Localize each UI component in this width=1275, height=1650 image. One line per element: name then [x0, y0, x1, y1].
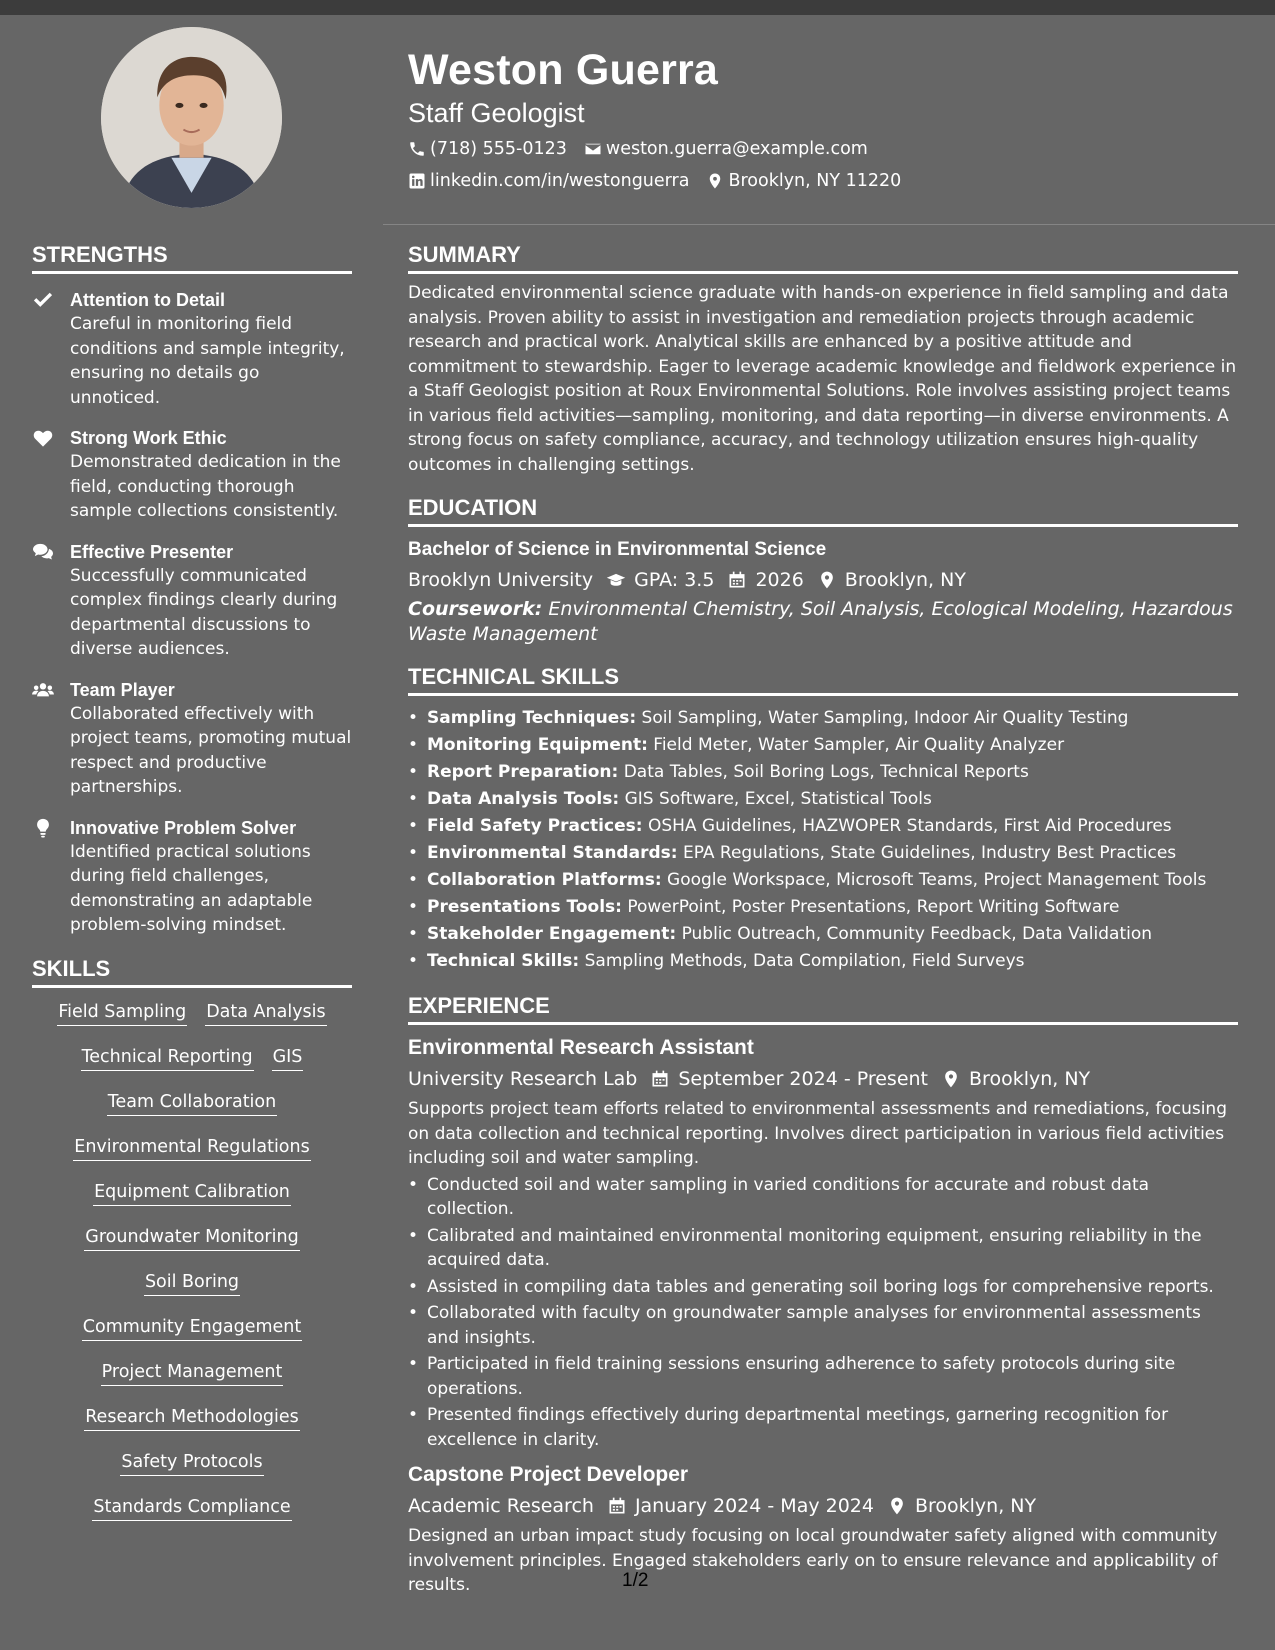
strength-title: Effective Presenter: [70, 541, 234, 562]
experience-meta: [408, 1065, 1238, 1093]
header-divider: [383, 224, 1275, 225]
skill-tag: Equipment Calibration: [93, 1180, 291, 1206]
skill-tag: Environmental Regulations: [73, 1135, 310, 1161]
job-bullet: • Conducted soil and water sampling in varied conditions for accurate and robust data collection.: [408, 1173, 1238, 1222]
phone-contact[interactable]: [408, 137, 567, 161]
technical-skill-item: • Report Preparation: Data Tables, Soil Boring Logs, Technical Reports: [408, 759, 1238, 786]
lightbulb-icon: [32, 818, 54, 838]
job-bullet: • Collaborated with faculty on groundwater sample analyses for environmental assessments and insights.: [408, 1301, 1238, 1350]
job-dates: September 2024 - Present: [650, 1065, 928, 1093]
technical-skills-list: [408, 705, 1238, 975]
job-dates: January 2024 - May 2024: [607, 1492, 874, 1520]
email-text: weston.guerra@example.com: [605, 139, 868, 159]
school-name: Brooklyn University: [408, 569, 594, 591]
location-contact: [706, 169, 901, 193]
phone-icon: [408, 140, 426, 158]
experience-heading: EXPERIENCE: [408, 991, 1238, 1025]
skill-tag: Project Management: [101, 1360, 284, 1386]
calendar-icon: [650, 1069, 670, 1089]
envelope-icon: [584, 140, 602, 158]
strength-item: [32, 816, 352, 938]
technical-skill-item: • Environmental Standards: EPA Regulations, State Guidelines, Industry Best Practices: [408, 840, 1238, 867]
job-bullet: • Participated in field training sessions ensuring adherence to safety protocols during site operations.: [408, 1352, 1238, 1401]
check-icon: [32, 290, 54, 310]
location-text: Brooklyn, NY 11220: [728, 171, 902, 191]
experience-meta: [408, 1492, 1238, 1520]
skill-tag: Safety Protocols: [120, 1450, 263, 1476]
skill-tag: Field Sampling: [57, 1000, 187, 1026]
job-summary: Supports project team efforts related to environmental assessments and remediations, focusing on data collection and technical reporting. Involves direct participation in various field activities including soil and water sampling.: [408, 1099, 1227, 1168]
job-location: Brooklyn, NY: [941, 1065, 1090, 1093]
experience-job-title: Environmental Research Assistant: [408, 1036, 754, 1059]
skill-tag: GIS: [272, 1045, 304, 1071]
graduation-cap-icon: [606, 570, 626, 590]
job-bullets: [408, 1173, 1238, 1453]
top-bar: [0, 0, 1275, 15]
summary-text: Dedicated environmental science graduate with hands-on experience in field sampling and data analysis. Proven ability to assist in investigation and remediation projects through academic research and practical work. Analytical skills are enhanced by a positive attitude and commitment to stewardship. Eager to leverage academic knowledge and fieldwork experience in a Staff Geologist position at Roux Environmental Solutions. Role involves assisting project teams in various field activities—sampling, monitoring, and data reporting—in diverse environments. A strong focus on safety compliance, accuracy, and technology utilization ensures high-quality outcomes in challenging settings.: [408, 283, 1237, 475]
users-icon: [32, 680, 54, 700]
organization: University Research Lab: [408, 1068, 638, 1090]
strength-title: Team Player: [70, 679, 175, 700]
technical-skill-item: • Sampling Techniques: Soil Sampling, Water Sampling, Indoor Air Quality Testing: [408, 705, 1238, 732]
strength-title: Innovative Problem Solver: [70, 817, 297, 838]
portrait-image: [101, 27, 282, 208]
map-marker-icon: [706, 172, 724, 190]
technical-skill-item: • Collaboration Platforms: Google Workspace, Microsoft Teams, Project Management Tools: [408, 867, 1238, 894]
technical-skill-item: • Field Safety Practices: OSHA Guidelines, HAZWOPER Standards, First Aid Procedures: [408, 813, 1238, 840]
resume-header: [408, 42, 1238, 193]
contact-row-2: [408, 169, 1238, 193]
skill-tag: Groundwater Monitoring: [84, 1225, 299, 1251]
linkedin-text: linkedin.com/in/westonguerra: [430, 171, 690, 191]
strength-title: Strong Work Ethic: [70, 428, 227, 448]
strength-item: [32, 540, 352, 662]
heart-icon: [32, 428, 54, 448]
right-column: [408, 240, 1238, 1598]
map-marker-icon: [887, 1496, 907, 1516]
job-title: Staff Geologist: [408, 98, 585, 128]
strengths-list: [32, 288, 352, 938]
calendar-icon: [727, 570, 747, 590]
skill-tag: Technical Reporting: [81, 1045, 254, 1071]
skills-heading: SKILLS: [32, 954, 352, 988]
strength-item: [32, 678, 352, 800]
job-bullet: • Calibrated and maintained environmental monitoring equipment, ensuring reliability in the acquired data.: [408, 1224, 1238, 1273]
education-location: Brooklyn, NY: [817, 566, 966, 594]
strength-item: [32, 426, 352, 524]
experience-job-title: Capstone Project Developer: [408, 1463, 689, 1486]
skill-tag: Data Analysis: [205, 1000, 326, 1026]
technical-skill-item: • Technical Skills: Sampling Methods, Data Compilation, Field Surveys: [408, 948, 1238, 975]
organization: Academic Research: [408, 1495, 594, 1517]
skill-tag: Community Engagement: [82, 1315, 302, 1341]
left-column: [32, 240, 352, 1540]
summary-heading: SUMMARY: [408, 240, 1238, 274]
gpa: GPA: 3.5: [606, 566, 714, 594]
skill-tag: Team Collaboration: [107, 1090, 277, 1116]
technical-skill-item: • Monitoring Equipment: Field Meter, Water Sampler, Air Quality Analyzer: [408, 732, 1238, 759]
strength-description: Demonstrated dedication in the field, conducting thorough sample collections consistently.: [70, 452, 341, 521]
education-heading: EDUCATION: [408, 493, 1238, 527]
strengths-heading: STRENGTHS: [32, 240, 352, 274]
technical-skills-heading: TECHNICAL SKILLS: [408, 662, 1238, 696]
phone-text: (718) 555-0123: [430, 139, 567, 159]
strength-description: Successfully communicated complex findings clearly during departmental discussions to diverse audiences.: [70, 565, 338, 659]
coursework: Coursework: Environmental Chemistry, Soil Analysis, Ecological Modeling, Hazardous Waste Management: [408, 598, 1233, 645]
skills-list: [32, 1000, 352, 1540]
education-meta: [408, 566, 1238, 594]
page-number: 1/2: [622, 1570, 649, 1591]
contact-row-1: [408, 137, 1238, 161]
candidate-name: Weston Guerra: [408, 46, 719, 94]
strength-title: Attention to Detail: [70, 290, 225, 310]
skill-tag: Soil Boring: [144, 1270, 240, 1296]
strength-item: [32, 288, 352, 410]
technical-skill-item: • Data Analysis Tools: GIS Software, Excel, Statistical Tools: [408, 786, 1238, 813]
linkedin-contact[interactable]: [408, 169, 689, 193]
strength-description: Careful in monitoring field conditions and sample integrity, ensuring no details go unnoticed.: [70, 314, 345, 408]
email-contact[interactable]: [584, 137, 868, 161]
map-marker-icon: [817, 570, 837, 590]
technical-skill-item: • Presentations Tools: PowerPoint, Poster Presentations, Report Writing Software: [408, 894, 1238, 921]
map-marker-icon: [941, 1069, 961, 1089]
linkedin-icon: [408, 172, 426, 190]
job-bullet: • Assisted in compiling data tables and generating soil boring logs for comprehensive reports.: [408, 1275, 1238, 1300]
technical-skill-item: • Stakeholder Engagement: Public Outreach, Community Feedback, Data Validation: [408, 921, 1238, 948]
calendar-icon: [607, 1496, 627, 1516]
job-bullet: • Presented findings effectively during departmental meetings, garnering recognition for excellence in clarity.: [408, 1403, 1238, 1452]
profile-photo: [101, 27, 282, 208]
graduation-year: 2026: [727, 566, 803, 594]
job-summary: Designed an urban impact study focusing on local groundwater safety aligned with community involvement principles. Engaged stakeholders early on to ensure relevance and applicability of results.: [408, 1526, 1218, 1595]
strength-description: Collaborated effectively with project teams, promoting mutual respect and productive partnerships.: [70, 703, 352, 797]
skill-tag: Standards Compliance: [92, 1495, 291, 1521]
skill-tag: Research Methodologies: [84, 1405, 300, 1431]
job-location: Brooklyn, NY: [887, 1492, 1036, 1520]
degree-title: Bachelor of Science in Environmental Science: [408, 539, 827, 560]
comments-icon: [32, 542, 54, 562]
strength-description: Identified practical solutions during field challenges, demonstrating an adaptable problem-solving mindset.: [70, 841, 313, 935]
